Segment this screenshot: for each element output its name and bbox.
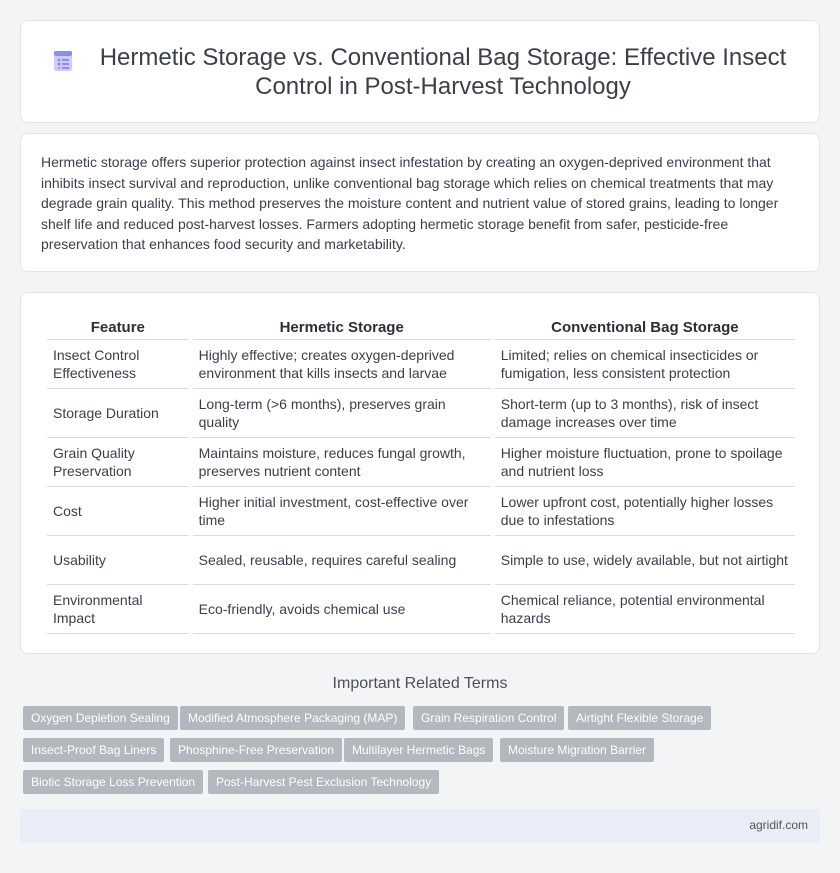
conventional-cell: Chemical reliance, potential environmental hazards (495, 585, 795, 634)
table-row (47, 536, 795, 585)
hermetic-cell: Highly effective; creates oxygen-deprived environment that kills insects and larvae (193, 340, 491, 389)
footer (20, 809, 820, 842)
feature-cell: Environmental Impact (47, 585, 189, 634)
table-row (47, 487, 795, 536)
feature-cell: Insect Control Effectiveness (47, 340, 189, 389)
feature-cell: Grain Quality Preservation (47, 438, 189, 487)
tag-multilayer-hermetic-bags[interactable]: Multilayer Hermetic Bags (344, 738, 493, 762)
feature-cell: Storage Duration (47, 389, 189, 438)
conventional-cell: Simple to use, widely available, but not airtight (495, 536, 795, 585)
table-row (47, 585, 795, 634)
document-list-icon (51, 49, 75, 73)
conventional-cell: Limited; relies on chemical insecticides or fumigation, less consistent protection (495, 340, 795, 389)
table-row (47, 340, 795, 389)
table-row (47, 438, 795, 487)
tag-modified-atmosphere-packaging[interactable]: Modified Atmosphere Packaging (MAP) (180, 706, 405, 730)
tag-biotic-storage-loss-prevention[interactable]: Biotic Storage Loss Prevention (23, 770, 203, 794)
hermetic-cell: Sealed, reusable, requires careful sealing (193, 536, 491, 585)
table-header-row (47, 315, 795, 340)
tag-post-harvest-pest-exclusion[interactable]: Post-Harvest Pest Exclusion Technology (208, 770, 439, 794)
feature-cell: Usability (47, 536, 189, 585)
comparison-table-card (20, 292, 820, 654)
hermetic-cell: Long-term (>6 months), preserves grain quality (193, 389, 491, 438)
conventional-cell: Lower upfront cost, potentially higher losses due to infestations (495, 487, 795, 536)
header-feature: Feature (47, 315, 189, 340)
tag-phosphine-free-preservation[interactable]: Phosphine-Free Preservation (170, 738, 342, 762)
tag-oxygen-depletion-sealing[interactable]: Oxygen Depletion Sealing (23, 706, 178, 730)
intro-card (20, 133, 820, 272)
table-row (47, 389, 795, 438)
header-conventional: Conventional Bag Storage (495, 315, 795, 340)
feature-cell: Cost (47, 487, 189, 536)
tag-airtight-flexible-storage[interactable]: Airtight Flexible Storage (568, 706, 711, 730)
footer-site-link[interactable]: agridif.com (749, 818, 808, 832)
page-title: Hermetic Storage vs. Conventional Bag Storage: Effective Insect Control in Post-Harvest Technology (99, 43, 787, 100)
comparison-table (43, 315, 799, 634)
related-terms-heading: Important Related Terms (332, 675, 508, 692)
hermetic-cell: Eco-friendly, avoids chemical use (193, 585, 491, 634)
title-card (20, 20, 820, 123)
header-hermetic: Hermetic Storage (193, 315, 491, 340)
tag-moisture-migration-barrier[interactable]: Moisture Migration Barrier (500, 738, 654, 762)
intro-paragraph: Hermetic storage offers superior protection against insect infestation by creating an oxygen-deprived environment that inhibits insect survival and reproduction, unlike conventional bag storage which relies on chemical treatments that may degrade grain quality. This method preserves the moisture content and nutrient value of stored grains, leading to longer shelf life and reduced post-harvest losses. Farmers adopting hermetic storage benefit from safer, pesticide-free preservation that enhances food security and marketability. (41, 154, 779, 252)
tag-insect-proof-bag-liners[interactable]: Insect-Proof Bag Liners (23, 738, 164, 762)
tag-grain-respiration-control[interactable]: Grain Respiration Control (413, 706, 564, 730)
hermetic-cell: Higher initial investment, cost-effective over time (193, 487, 491, 536)
conventional-cell: Short-term (up to 3 months), risk of insect damage increases over time (495, 389, 795, 438)
hermetic-cell: Maintains moisture, reduces fungal growth, preserves nutrient content (193, 438, 491, 487)
conventional-cell: Higher moisture fluctuation, prone to spoilage and nutrient loss (495, 438, 795, 487)
